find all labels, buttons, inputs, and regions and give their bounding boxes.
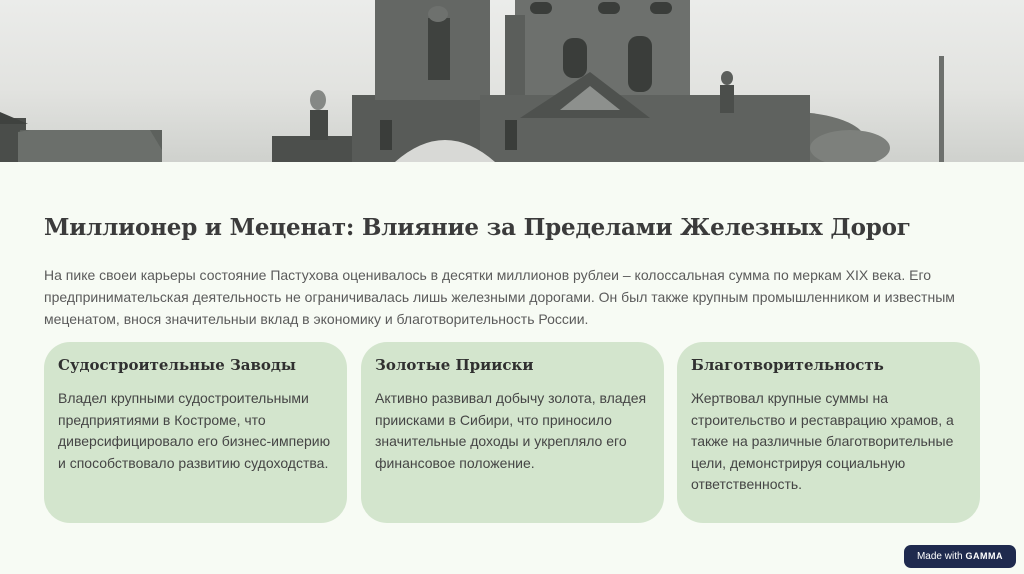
- hero-photo-church: [0, 0, 1024, 162]
- card-text: Владел крупными судостроительными предприятиями в Костроме, что диверсифицировало его бизнес-империю и способствовало развитию судоходства.: [58, 390, 331, 471]
- card-charity: [677, 342, 980, 523]
- made-with-gamma-badge[interactable]: [904, 545, 1016, 568]
- card-text: Жертвовал крупные суммы на строительство и реставрацию храмов, а также на различные благотворительные цели, демонстрируя социальную ответственность.: [691, 390, 954, 492]
- card-gold-mines: [361, 342, 664, 523]
- card-text: Активно развивал добычу золота, владея приисками в Сибири, что приносило значительные доходы и укрепляло его финансовое положение.: [375, 390, 647, 471]
- card-title: Благотворительность: [691, 356, 884, 374]
- church-photo: [0, 0, 1024, 162]
- slide-intro-text: На пике своеи карьеры состояние Пастухова оценивалось в десятки миллионов рублеи – колоссальная сумма по меркам XIX века. Его предпринимательская деятельность не ограничивалась лишь железными дорогами. Он был также крупным промышленником и известным меценатом, внося значительныи вклад в экономику и благотворительность России.: [44, 267, 955, 327]
- card-title: Золотые Прииски: [375, 356, 534, 374]
- slide-title: Миллионер и Меценат: Влияние за Пределами Железных Дорог: [44, 214, 911, 241]
- gamma-logo: GAMMA: [965, 551, 1004, 561]
- badge-prefix: Made with: [916, 551, 963, 562]
- card-shipbuilding: [44, 342, 347, 523]
- card-title: Судостроительные Заводы: [58, 356, 296, 374]
